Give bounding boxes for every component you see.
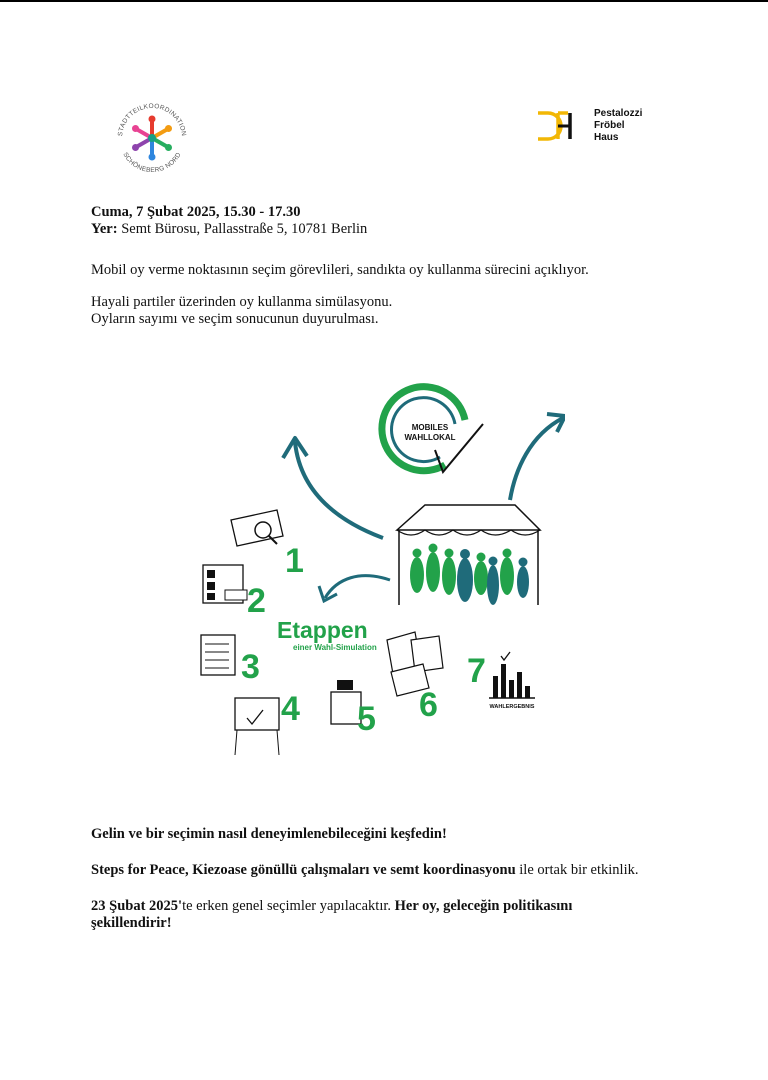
election-text <box>91 898 651 932</box>
result-label: WAHLERGEBNIS <box>489 704 535 710</box>
invite-text <box>91 826 691 843</box>
step-6-number: 6 <box>419 686 438 724</box>
election-illustration <box>185 380 565 770</box>
partners-rest: ile ortak bir etkinlik. <box>515 862 639 878</box>
election-tail: Her oy, geleceğin politikasını şekillendirir! <box>91 898 573 931</box>
description-line-3: Oyların sayımı ve seçim sonucunun duyurulması. <box>91 311 379 327</box>
tent-icon <box>397 505 540 605</box>
event-location <box>91 221 691 238</box>
election-line <box>91 898 651 932</box>
logo-word-1: Pestalozzi <box>594 108 643 119</box>
step-2-number: 2 <box>247 582 266 620</box>
invite-line: Gelin ve bir seçimin nasıl deneyimlenebileceğini keşfedin! <box>91 826 447 842</box>
step-4-voting-booth-icon <box>235 698 279 755</box>
badge-line-2: WAHLLOKAL <box>404 433 456 442</box>
partners-line <box>91 862 691 879</box>
description-2 <box>91 294 691 328</box>
step-1-number: 1 <box>285 542 304 580</box>
partners-bold: Steps for Peace, Kiezoase gönüllü çalışmaları ve semt koordinasyonu <box>91 862 516 878</box>
step-7-result-chart-icon <box>489 652 535 698</box>
mobiles-wahllokal-badge-icon <box>382 387 483 472</box>
location-label: Yer: <box>91 221 118 237</box>
step-5-number: 5 <box>357 700 376 738</box>
description-line-1: Mobil oy verme noktasının seçim görevlileri, sandıkta oy kullanma sürecini açıklıyor. <box>91 262 589 278</box>
event-datetime: Cuma, 7 Şubat 2025, 15.30 - 17.30 <box>91 204 301 220</box>
pestalozzi-froebel-haus-logo <box>536 108 656 144</box>
election-date: 23 Şubat 2025' <box>91 898 183 914</box>
election-normal: te erken genel seçimler yapılacaktır. <box>182 898 392 914</box>
logo-word-3: Haus <box>594 132 619 143</box>
step-1-document-icon <box>231 510 283 546</box>
top-rule <box>0 0 768 2</box>
step-7-number: 7 <box>467 652 486 690</box>
badge-line-1: MOBILES <box>411 423 449 432</box>
step-2-candidate-list-icon <box>203 565 247 603</box>
etappen-subtitle: einer Wahl-Simulation <box>293 643 377 652</box>
location-value: Semt Bürosu, Pallasstraße 5, 10781 Berlin <box>117 221 368 237</box>
event-info <box>91 204 691 238</box>
wahl-simulation-drawing <box>185 380 565 770</box>
logo-ring-bottom: SCHÖNEBERG NORD <box>121 151 183 175</box>
logo-word-2: Fröbel <box>594 120 625 131</box>
step-3-ballot-icon <box>201 635 235 675</box>
description-1 <box>91 262 691 279</box>
logo-ring-top: STADTTEILKOORDINATION <box>117 102 188 137</box>
pfh-mark-icon <box>536 110 592 142</box>
etappen-title: Etappen <box>277 617 368 643</box>
stadtteilkoordination-logo <box>114 100 190 176</box>
partners-text <box>91 862 691 879</box>
step-3-number: 3 <box>241 648 260 686</box>
step-4-number: 4 <box>281 690 300 728</box>
description-line-2: Hayali partiler üzerinden oy kullanma simülasyonu. <box>91 294 393 310</box>
